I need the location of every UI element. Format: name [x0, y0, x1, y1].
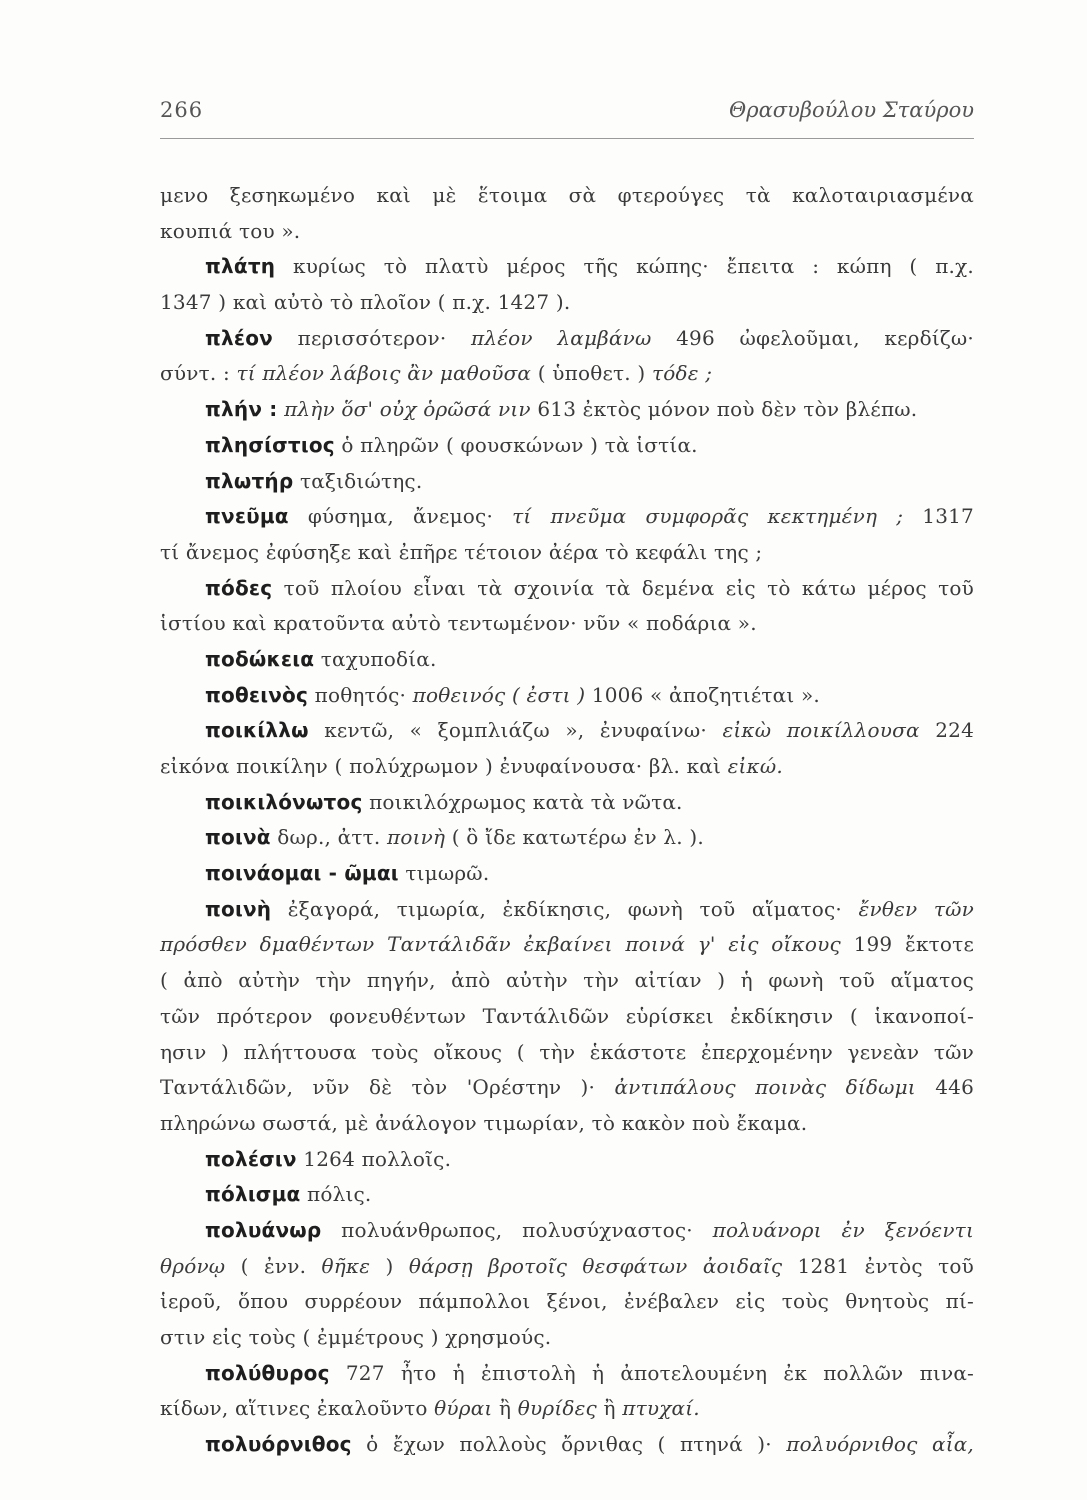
definition-text: μενο ξεσηκωμένο καὶ μὲ ἕτοιμα σὰ φτερούγες τὰ καλοταιριασμένα — [160, 183, 974, 207]
text-line — [160, 856, 974, 892]
definition-text: ἱστίου καὶ κρατοῦντα αὐτὸ τεντωμένον· νῦν « ποδάρια ». — [160, 611, 757, 636]
quotation: θρόνῳ — [160, 1253, 226, 1278]
definition-text: 1347 ) καὶ αὐτὸ τὸ πλοῖον ( π.χ. 1427 ). — [160, 290, 571, 315]
text-line — [160, 428, 974, 464]
definition-text: 1264 πολλοῖς. — [296, 1146, 452, 1171]
definition-text: ( ἐνν. — [225, 1253, 322, 1278]
headword: πολύθυρος — [205, 1360, 330, 1385]
definition-text: 1317 — [903, 504, 974, 529]
text-line — [160, 678, 974, 714]
headword: ποινὴ — [205, 896, 272, 921]
headword: πολυόρνιθος — [205, 1432, 352, 1457]
quotation: πτυχαί. — [622, 1396, 700, 1421]
headword: ποινὰ — [205, 825, 271, 850]
quotation: ποινὴ — [387, 825, 446, 850]
quotation: πλέον λαμβάνω — [471, 325, 652, 350]
definition-text: τί ἄνεμος ἐφύσηξε καὶ ἐπῆρε τέτοιον ἀέρα τὸ κεφάλι της ; — [160, 539, 763, 564]
text-line — [160, 535, 974, 571]
quotation: ποθεινός ( ἐστι ) — [412, 682, 586, 707]
definition-text: 1281 ἐντὸς τοῦ — [782, 1253, 974, 1278]
headword: ποικίλλω — [205, 718, 309, 743]
text-line — [160, 1391, 974, 1427]
definition-text: τοῦ πλοίου εἶναι τὰ σχοινία τὰ δεμένα εἰς τὸ κάτω μέρος τοῦ — [272, 575, 974, 600]
headword: πόλισμα — [205, 1182, 301, 1207]
quotation: ἀντιπάλους ποινὰς δίδωμι — [614, 1075, 916, 1100]
definition-text: ὁ πληρῶν ( φουσκώνων ) τὰ ἱστία. — [334, 432, 698, 457]
text-line — [160, 1320, 974, 1356]
text-line — [160, 1070, 974, 1106]
definition-text: 446 — [915, 1075, 974, 1100]
definition-text: στιν εἰς τοὺς ( ἐμμέτρους ) χρησμούς. — [160, 1325, 552, 1349]
headword: πολέσιν — [205, 1146, 297, 1171]
quotation: εἰκώ. — [727, 754, 783, 778]
text-line — [160, 820, 974, 856]
quotation: πολυόρνιθος αἶα, — [786, 1432, 974, 1457]
running-title: Θρασυβούλου Σταύρου — [729, 98, 974, 122]
definition-text: ἢ — [492, 1396, 518, 1421]
headword: ποδώκεια — [205, 646, 315, 671]
text-line — [160, 1213, 974, 1249]
text-line — [160, 178, 974, 214]
quotation: εἰκὼ ποικίλλουσα — [722, 718, 920, 743]
text-line — [160, 1177, 974, 1213]
definition-text: πολυάνθρωπος, πολυσύχναστος· — [321, 1217, 713, 1242]
definition-text: Ταντάλιδῶν, νῦν δὲ τὸν 'Ορέστην )· — [160, 1075, 615, 1100]
page-header — [160, 98, 974, 139]
text-line — [160, 1284, 974, 1320]
definition-text: κυρίως τὸ πλατὺ μέρος τῆς κώπης· ἔπειτα : κώπη ( π.χ. — [275, 254, 974, 279]
definition-text: ( ὃ ἴδε κατωτέρω ἐν λ. ). — [445, 825, 704, 850]
quotation: πρόσθεν δμαθέντων Ταντάλιδᾶν ἐκβαίνει ποινά γ' εἰς οἴκους — [160, 932, 841, 957]
definition-text: φύσημα, ἄνεμος· — [288, 504, 513, 529]
definition-text: 727 ἦτο ἡ ἐπιστολὴ ἡ ἀποτελουμένη ἐκ πολλῶν πινα- — [329, 1360, 974, 1385]
definition-text: κεντῶ, « ξομπλιάζω », ἐνυφαίνω· — [308, 718, 723, 743]
headword: πλησίστιος — [205, 432, 335, 457]
definition-text: πόλις. — [300, 1182, 372, 1207]
text-line — [160, 1356, 974, 1392]
headword: πνεῦμα — [205, 504, 289, 529]
text-line — [160, 1249, 974, 1285]
definition-text: ἱεροῦ, ὅπου συρρέουν πάμπολλοι ξένοι, ἐνέβαλεν εἰς τοὺς θνητοὺς πί- — [160, 1289, 974, 1314]
definition-text: ) — [370, 1253, 409, 1278]
definition-text: 1006 « ἀποζητιέται ». — [585, 682, 820, 707]
text-line — [160, 249, 974, 285]
definition-text: δωρ., ἀττ. — [270, 825, 388, 850]
definition-text: ποικιλόχρωμος κατὰ τὰ νῶτα. — [362, 789, 683, 814]
definition-text: ( ἀπὸ αὐτὴν τὴν πηγήν, ἀπὸ αὐτὴν τὴν αἰτίαν ) ἡ φωνὴ τοῦ αἵματος — [160, 968, 974, 993]
text-line — [160, 356, 974, 392]
headword: πλήν : — [205, 397, 278, 422]
definition-text: 224 — [919, 718, 974, 743]
quotation: πολυάνορι ἐν ξενόεντι — [712, 1217, 974, 1242]
quotation: θάρσῃ βροτοῖς θεσφάτων ἀοιδαῖς — [408, 1253, 783, 1278]
definition-text: ταξιδιώτης. — [293, 468, 423, 493]
definition-text: τιμωρῶ. — [398, 861, 490, 886]
definition-text: ἐξαγορά, τιμωρία, ἐκδίκησις, φωνὴ τοῦ αἵματος· — [271, 896, 859, 921]
text-line — [160, 1427, 974, 1463]
headword: πολυάνωρ — [205, 1217, 322, 1242]
text-line — [160, 642, 974, 678]
text-line — [160, 499, 974, 535]
page-number: 266 — [160, 98, 204, 122]
text-line — [160, 963, 974, 999]
text-line — [160, 1142, 974, 1178]
quotation: πλὴν ὅσ' οὐχ ὁρῶσά νιν — [284, 397, 531, 422]
headword: ποινάομαι - ῶμαι — [205, 861, 399, 886]
quotation: τί πνεῦμα συμφορᾶς κεκτημένη ; — [512, 504, 904, 529]
quotation: ἔνθεν τῶν — [858, 896, 975, 921]
text-line — [160, 927, 974, 963]
headword: πλέον — [205, 325, 273, 350]
text-line — [160, 321, 974, 357]
definition-text: ἢ — [596, 1396, 623, 1421]
text-line — [160, 749, 974, 785]
definition-text: ποθητός· — [308, 682, 413, 707]
definition-text: ὁ ἔχων πολλοὺς ὄρνιθας ( πτηνά )· — [351, 1432, 787, 1457]
definition-text: κουπιά του ». — [160, 218, 301, 243]
definition-text: ( ὑποθετ. ) — [531, 361, 652, 386]
quotation: θῆκε — [321, 1253, 371, 1278]
headword: πλάτη — [205, 254, 276, 279]
text-line — [160, 892, 974, 928]
text-line — [160, 999, 974, 1035]
text-line — [160, 1106, 974, 1142]
quotation: θυρίδες — [517, 1396, 597, 1421]
text-line — [160, 606, 974, 642]
definition-text: πληρώνω σωστά, μὲ ἀνάλογον τιμωρίαν, τὸ κακὸν ποὺ ἔκαμα. — [160, 1110, 808, 1135]
text-line — [160, 1035, 974, 1071]
text-line — [160, 464, 974, 500]
definition-text: τῶν πρότερον φονευθέντων Ταντάλιδῶν εὑρίσκει ἐκδίκησιν ( ἱκανοποί- — [160, 1003, 974, 1028]
definition-text: εἰκόνα ποικίλην ( πολύχρωμον ) ἐνυφαίνουσα· βλ. καὶ — [160, 754, 728, 778]
quotation: θύραι — [434, 1396, 493, 1421]
definition-text: περισσότερον· — [272, 325, 472, 350]
quotation: τόδε ; — [651, 361, 713, 386]
text-line — [160, 785, 974, 821]
glossary-text — [160, 178, 974, 1463]
definition-text: σύντ. : — [160, 361, 237, 386]
headword: ποθεινὸς — [205, 682, 309, 707]
definition-text: 496 ὠφελοῦμαι, κερδίζω· — [651, 325, 974, 350]
definition-text: 613 ἐκτὸς μόνον ποὺ δὲν τὸν βλέπω. — [530, 397, 918, 422]
text-line — [160, 285, 974, 321]
headword: πόδες — [205, 575, 273, 600]
text-line — [160, 571, 974, 607]
text-line — [160, 214, 974, 250]
definition-text: κίδων, αἵτινες ἐκαλοῦντο — [160, 1396, 435, 1421]
headword: πλωτήρ — [205, 468, 294, 493]
quotation: τί πλέον λάβοις ἂν μαθοῦσα — [236, 361, 532, 386]
definition-text: ησιν ) πλήττουσα τοὺς οἴκους ( τὴν ἑκάστοτε ἐπερχομένην γενεὰν τῶν — [160, 1039, 974, 1064]
definition-text: ταχυποδία. — [314, 646, 437, 671]
headword: ποικιλόνωτος — [205, 789, 363, 814]
definition-text: 199 ἔκτοτε — [840, 932, 975, 957]
text-line — [160, 713, 974, 749]
text-line — [160, 392, 974, 428]
